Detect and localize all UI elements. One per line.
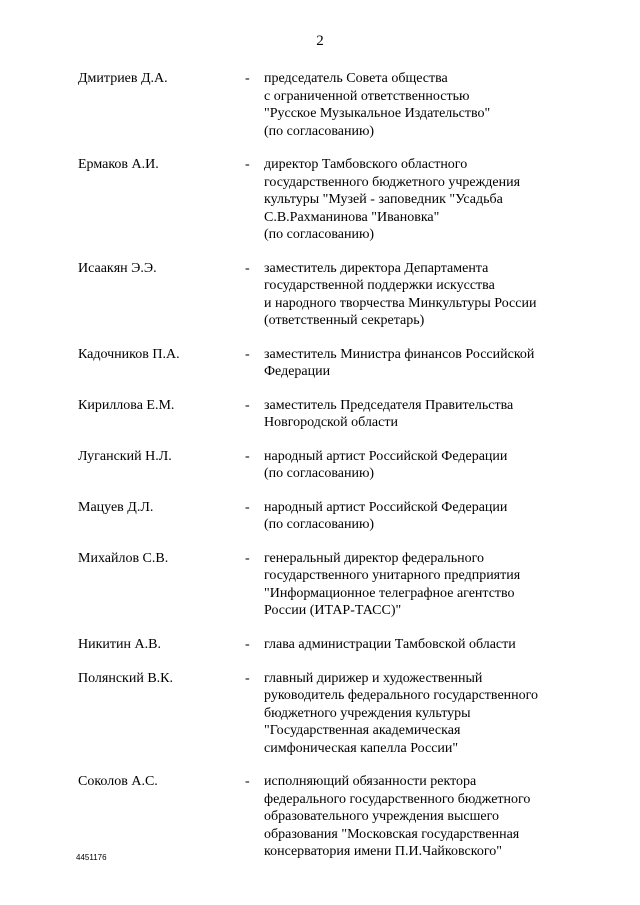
member-description: председатель Совета общества с ограниченной ответственностью "Русское Музыкальное Издательство" (по согласованию) bbox=[264, 71, 491, 139]
entry-dash: - bbox=[245, 397, 250, 413]
entry-dash: - bbox=[245, 550, 250, 566]
entry-dash: - bbox=[245, 499, 250, 515]
member-name: Луганский Н.Л. bbox=[78, 448, 172, 464]
member-name: Ермаков А.И. bbox=[78, 157, 159, 172]
member-entry bbox=[0, 346, 640, 381]
member-description: заместитель Министра финансов Российской Федерации bbox=[264, 346, 535, 379]
member-entry bbox=[0, 670, 640, 758]
member-description: исполняющий обязанности ректора федерального государственного бюджетного образовательного учреждения высшего образования "Московская государственная консерватория имени П.И.Чайковского" bbox=[264, 774, 531, 859]
member-description: главный дирижер и художественный руководитель федерального государственного бюджетного учреждения культуры "Государственная академическая симфоническая капелла России" bbox=[264, 670, 539, 756]
member-entry bbox=[0, 448, 640, 483]
member-name: Дмитриев Д.А. bbox=[78, 71, 168, 86]
member-entry bbox=[0, 260, 640, 330]
member-name: Кириллова Е.М. bbox=[78, 397, 175, 413]
member-name: Полянский В.К. bbox=[78, 670, 174, 686]
entry-dash: - bbox=[245, 670, 250, 686]
document-code: 4451176 bbox=[76, 853, 107, 862]
member-name: Никитин А.В. bbox=[78, 636, 161, 652]
member-list bbox=[0, 70, 640, 877]
member-name: Соколов А.С. bbox=[78, 774, 158, 789]
member-description: директор Тамбовского областного государственного бюджетного учреждения культуры "Музей - заповедник "Усадьба С.В.Рахманинова "Ивановка" (по согласованию) bbox=[264, 157, 521, 242]
entry-dash: - bbox=[245, 448, 250, 464]
member-description: народный артист Российской Федерации (по согласованию) bbox=[264, 448, 508, 481]
member-description: заместитель Председателя Правительства Новгородской области bbox=[264, 397, 514, 430]
entry-dash: - bbox=[245, 157, 250, 172]
entry-dash: - bbox=[245, 346, 250, 362]
page-number: 2 bbox=[316, 33, 324, 49]
entry-dash: - bbox=[245, 71, 250, 86]
member-entry bbox=[0, 550, 640, 620]
member-entry bbox=[0, 499, 640, 534]
member-entry bbox=[0, 70, 640, 140]
member-entry bbox=[0, 773, 640, 861]
entry-dash: - bbox=[245, 260, 250, 276]
member-name: Кадочников П.А. bbox=[78, 346, 180, 362]
member-description: заместитель директора Департамента государственной поддержки искусства и народного творчества Минкультуры России (ответственный секретарь) bbox=[264, 260, 537, 328]
member-entry bbox=[0, 397, 640, 432]
member-description: глава администрации Тамбовской области bbox=[264, 636, 516, 652]
entry-dash: - bbox=[245, 636, 250, 652]
entry-dash: - bbox=[245, 774, 250, 789]
member-name: Мацуев Д.Л. bbox=[78, 499, 154, 515]
member-entry bbox=[0, 156, 640, 244]
member-name: Исаакян Э.Э. bbox=[78, 260, 157, 276]
member-entry bbox=[0, 636, 640, 654]
member-name: Михайлов С.В. bbox=[78, 550, 169, 566]
member-description: генеральный директор федерального государственного унитарного предприятия "Информационное телеграфное агентство России (ИТАР-ТАСС)" bbox=[264, 550, 521, 618]
member-description: народный артист Российской Федерации (по согласованию) bbox=[264, 499, 508, 532]
